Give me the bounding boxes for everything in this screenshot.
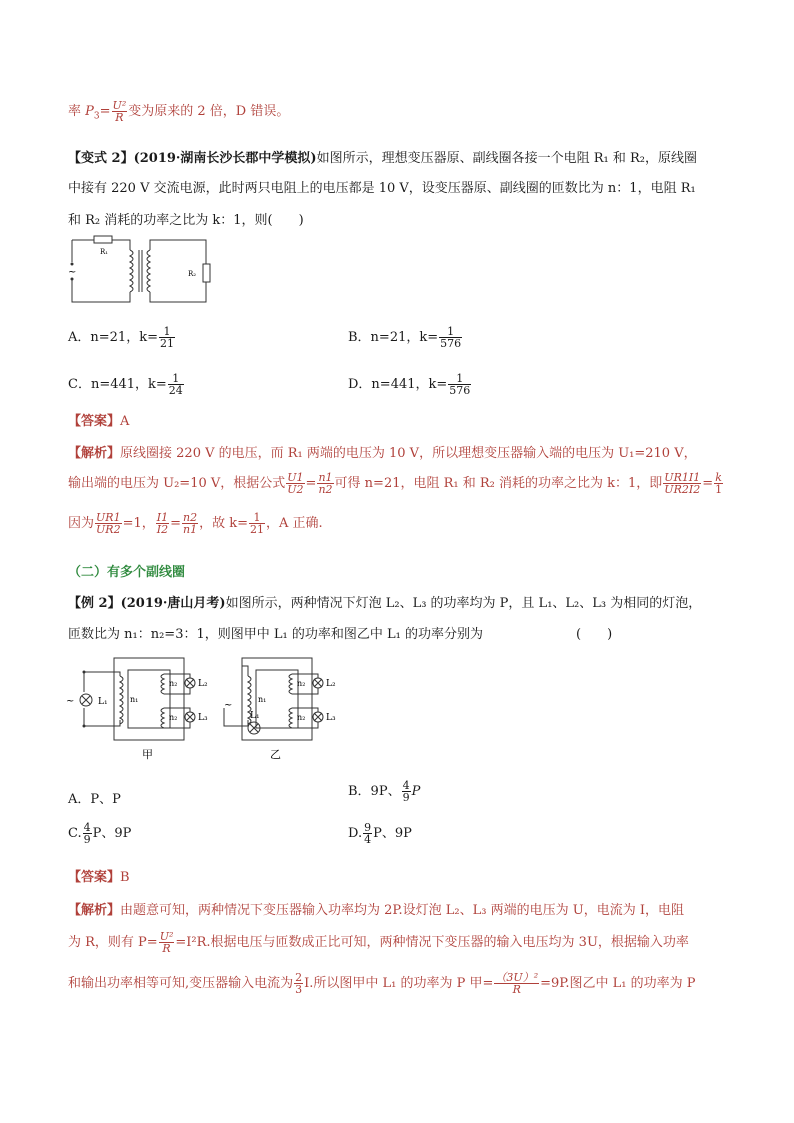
denominator: 21 bbox=[159, 337, 174, 350]
denominator: 1 bbox=[715, 483, 723, 496]
text: D. bbox=[348, 826, 363, 841]
ex2-answer-line bbox=[68, 866, 130, 885]
caption-b: 乙 bbox=[270, 748, 281, 761]
label-r1: R₁ bbox=[100, 248, 109, 256]
ac-source-symbol: ~ bbox=[68, 267, 77, 278]
variant2-line1 bbox=[68, 147, 697, 166]
option-c[interactable] bbox=[68, 373, 185, 396]
denominator: 9 bbox=[402, 791, 410, 804]
text: B．9P、 bbox=[348, 784, 401, 799]
label-l3-b: L₃ bbox=[326, 713, 336, 723]
denominator: n1 bbox=[183, 523, 198, 536]
numerator: 4 bbox=[83, 821, 91, 834]
text: P、9P bbox=[373, 826, 412, 841]
numerator: k bbox=[715, 471, 722, 484]
numerator: n1 bbox=[318, 471, 333, 484]
numerator: 1 bbox=[159, 326, 175, 338]
eq: = bbox=[305, 476, 317, 491]
ex2-analysis-line1 bbox=[68, 899, 684, 918]
option-b[interactable] bbox=[348, 326, 463, 349]
circuit-diagram-1 bbox=[64, 232, 214, 312]
denominator: 3 bbox=[295, 983, 303, 996]
numerator: U² bbox=[112, 99, 127, 112]
text: 如图所示，两种情况下灯泡 L₂、L₃ 的功率均为 P，且 L₁、L₂、L₃ 为相同的灯泡， bbox=[225, 596, 702, 611]
example2-line1 bbox=[68, 592, 701, 611]
answer-value: B bbox=[120, 870, 130, 885]
fraction bbox=[112, 100, 128, 123]
resistor-r2 bbox=[203, 264, 210, 282]
text: 率 bbox=[68, 104, 82, 119]
var: P bbox=[85, 104, 94, 119]
text: =1， bbox=[122, 516, 155, 531]
text: 因为 bbox=[68, 516, 95, 531]
denominator: R bbox=[162, 942, 171, 955]
text: ，A 正确. bbox=[266, 516, 323, 531]
ex2-option-d[interactable] bbox=[348, 822, 412, 845]
answer-paren: ( ) bbox=[576, 627, 613, 642]
text: 为 R，则有 P= bbox=[68, 935, 158, 950]
text: 变为原来的 2 倍，D 错误。 bbox=[128, 104, 290, 119]
fraction bbox=[249, 512, 265, 535]
text: =9P.图乙中 L₁ 的功率为 P bbox=[540, 976, 696, 991]
answer-tag: 【答案】 bbox=[68, 870, 121, 885]
text: =I²R.根据电压与匝数成正比可知，两种情况下变压器的输入电压均为 3U，根据输入功率 bbox=[175, 935, 689, 950]
example2-line2 bbox=[68, 623, 483, 642]
ac-source-symbol-b: ~ bbox=[224, 700, 233, 711]
analysis-line3 bbox=[68, 512, 323, 535]
ex2-option-b[interactable] bbox=[348, 780, 420, 803]
analysis-line1 bbox=[68, 442, 697, 461]
numerator: 9 bbox=[364, 821, 372, 834]
option-label: B．n=21，k= bbox=[348, 330, 439, 345]
text: 由题意可知，两种情况下变压器输入功率均为 2P.设灯泡 L₂、L₃ 两端的电压为 U，电流为 I，电阻 bbox=[120, 903, 684, 918]
denominator: R bbox=[512, 983, 521, 996]
denominator: 576 bbox=[440, 337, 462, 350]
fraction bbox=[663, 472, 701, 495]
fraction bbox=[714, 472, 723, 495]
ex2-analysis-line2 bbox=[68, 931, 689, 954]
label-n2-a2: n₂ bbox=[169, 713, 178, 722]
denominator: I2 bbox=[156, 523, 169, 536]
numerator: （3U）² bbox=[495, 971, 539, 984]
eq: = bbox=[702, 476, 714, 491]
numerator: 1 bbox=[168, 373, 184, 385]
fraction bbox=[95, 512, 122, 535]
variant2-line2: 中接有 220 V 交流电源，此时两只电阻上的电压都是 10 V，设变压器原、副线圈的匝数比为 n：1，电阻 R₁ bbox=[68, 181, 696, 196]
ex2-analysis-line3 bbox=[68, 972, 696, 995]
text: ，故 k= bbox=[199, 516, 248, 531]
denominator: R bbox=[115, 111, 124, 124]
fraction bbox=[168, 373, 184, 396]
denominator: 24 bbox=[168, 384, 183, 397]
fraction bbox=[448, 373, 471, 396]
source: (2019·湖南长沙长郡中学模拟) bbox=[133, 151, 317, 166]
numerator: 4 bbox=[402, 779, 410, 792]
fraction bbox=[294, 972, 303, 995]
sub: 3 bbox=[93, 111, 100, 122]
denominator: UR2I2 bbox=[664, 483, 701, 496]
fraction bbox=[83, 822, 92, 845]
label-l2-a: L₂ bbox=[198, 679, 208, 689]
fraction bbox=[402, 780, 411, 803]
resistor-r1 bbox=[94, 236, 112, 243]
label-n2-b2: n₂ bbox=[297, 713, 306, 722]
answer-tag: 【答案】 bbox=[68, 414, 121, 429]
fraction bbox=[156, 512, 169, 535]
ac-source-symbol-a: ~ bbox=[66, 696, 75, 707]
text: P、9P bbox=[92, 826, 132, 841]
denominator: n2 bbox=[318, 483, 333, 496]
text: 原线圈接 220 V 的电压，而 R₁ 两端的电压为 10 V，所以理想变压器输入端的电压为 U₁=210 V， bbox=[120, 446, 697, 461]
denominator: 9 bbox=[83, 833, 91, 846]
denominator: 576 bbox=[449, 384, 471, 397]
text: 输出端的电压为 U₂=10 V，根据公式 bbox=[68, 476, 286, 491]
text: P bbox=[411, 784, 421, 799]
example-tag: 【例 2】 bbox=[68, 596, 121, 611]
numerator: 1 bbox=[249, 512, 265, 524]
circuit-diagram-2 bbox=[64, 652, 384, 764]
option-label: D．n=441，k= bbox=[348, 377, 448, 392]
label-l2-b: L₂ bbox=[326, 679, 336, 689]
numerator: 1 bbox=[448, 373, 471, 385]
numerator: UR1I1 bbox=[664, 471, 701, 484]
denominator: U2 bbox=[287, 483, 304, 496]
answer-value: A bbox=[120, 414, 130, 429]
numerator: U² bbox=[159, 930, 174, 943]
fraction bbox=[439, 326, 462, 349]
denominator: 21 bbox=[250, 523, 264, 536]
numerator: 1 bbox=[439, 326, 462, 338]
numerator: n2 bbox=[183, 511, 198, 524]
numerator: UR1 bbox=[96, 511, 121, 524]
variant2-line3: 和 R₂ 消耗的功率之比为 k：1，则( ) bbox=[68, 213, 304, 228]
label-n1-a: n₁ bbox=[130, 695, 139, 704]
analysis-tag: 【解析】 bbox=[68, 446, 121, 461]
label-n1-b: n₁ bbox=[258, 695, 267, 704]
eq: = bbox=[170, 516, 181, 531]
source: (2019·唐山月考) bbox=[120, 596, 226, 611]
option-a[interactable] bbox=[68, 326, 176, 349]
fraction bbox=[182, 512, 198, 535]
option-label: C．n=441，k= bbox=[68, 377, 167, 392]
denominator: 4 bbox=[364, 833, 372, 846]
ex2-option-c[interactable] bbox=[68, 822, 131, 845]
caption-a: 甲 bbox=[142, 748, 153, 761]
fraction bbox=[494, 972, 539, 995]
label-l3-a: L₃ bbox=[198, 713, 208, 723]
analysis-line2 bbox=[68, 472, 724, 495]
numerator: 2 bbox=[295, 971, 303, 984]
option-d[interactable] bbox=[348, 373, 472, 396]
text: I.所以图甲中 L₁ 的功率为 P 甲= bbox=[304, 976, 494, 991]
option-label: A．n=21，k= bbox=[68, 330, 158, 345]
text: C. bbox=[68, 826, 82, 841]
fraction bbox=[363, 822, 372, 845]
fraction bbox=[159, 931, 175, 954]
label-l1-a: L₁ bbox=[98, 697, 108, 707]
section-heading: （二）有多个副线圈 bbox=[68, 565, 186, 580]
text: 如图所示，理想变压器原、副线圈各接一个电阻 R₁ 和 R₂，原线圈 bbox=[316, 151, 697, 166]
label-n2-a: n₂ bbox=[169, 679, 178, 688]
text: 可得 n=21，电阻 R₁ 和 R₂ 消耗的功率之比为 k：1，即 bbox=[334, 476, 663, 491]
fraction bbox=[317, 472, 333, 495]
numerator: I1 bbox=[156, 511, 169, 524]
eq: = bbox=[99, 104, 111, 119]
text: 匝数比为 n₁：n₂=3：1，则图甲中 L₁ 的功率和图乙中 L₁ 的功率分别为 bbox=[68, 627, 483, 642]
text: 和输出功率相等可知,变压器输入电流为 bbox=[68, 976, 294, 991]
variant-tag: 【变式 2】 bbox=[68, 151, 134, 166]
label-l1-b: L₁ bbox=[250, 711, 260, 721]
fraction bbox=[286, 472, 304, 495]
ex2-option-a[interactable]: A．P、P bbox=[68, 792, 121, 807]
numerator: U1 bbox=[287, 471, 304, 484]
label-r2: R₂ bbox=[188, 270, 197, 278]
denominator: UR2 bbox=[96, 523, 121, 536]
fraction bbox=[159, 326, 175, 349]
answer-line bbox=[68, 410, 129, 429]
top-conclusion-line bbox=[68, 100, 289, 123]
analysis-tag: 【解析】 bbox=[68, 903, 121, 918]
label-n2-b: n₂ bbox=[297, 679, 306, 688]
